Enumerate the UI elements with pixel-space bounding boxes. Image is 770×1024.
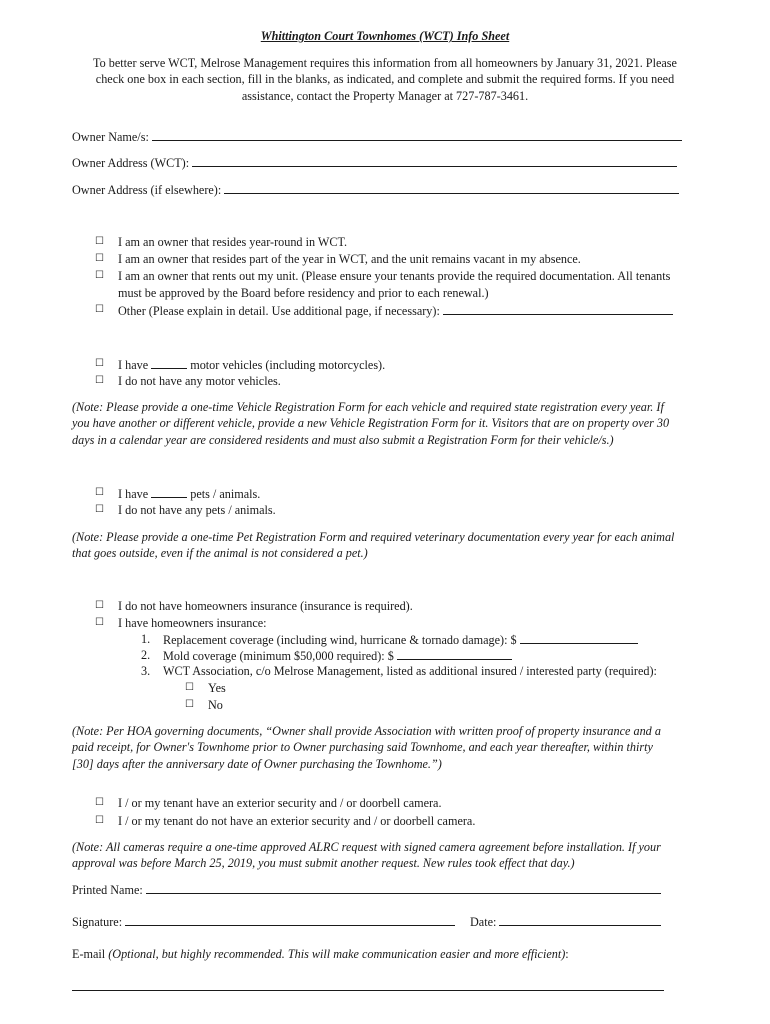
residency-option-3: I am an owner that rents out my unit. (Please ensure your tenants provide the required documentation. All tenants bbox=[118, 269, 671, 283]
email-label: E-mail bbox=[72, 947, 106, 961]
insurance-none: I do not have homeowners insurance (insurance is required). bbox=[118, 599, 413, 613]
date-row bbox=[470, 913, 661, 930]
residency-option-1: I am an owner that resides year-round in WCT. bbox=[118, 235, 348, 249]
printed-name-row bbox=[72, 881, 661, 898]
insured-party-checkbox-no[interactable]: ☐ bbox=[185, 699, 194, 710]
intro-line-1: To better serve WCT, Melrose Management requires this information from all homeowners by January 31, 2021. Please bbox=[93, 56, 677, 70]
date-field[interactable] bbox=[499, 913, 661, 926]
owner-address-else-row bbox=[72, 181, 679, 198]
email-line-row bbox=[72, 978, 664, 995]
date-label: Date: bbox=[470, 915, 497, 929]
vehicles-note-line-3: days in a calendar year are considered residents and must also submit a Registration Form for their vehicle/s.) bbox=[72, 433, 614, 447]
owner-names-row bbox=[72, 128, 682, 145]
insurance-note-line-3: [30] days after the anniversary date of Owner purchasing the Townhome.”) bbox=[72, 757, 442, 771]
residency-option-4-row bbox=[118, 302, 673, 319]
camera-have: I / or my tenant have an exterior security and / or doorbell camera. bbox=[118, 796, 442, 810]
vehicles-note-line-2: you have another or different vehicle, provide a new Vehicle Registration Form for it. Visitors that are on property over 30 bbox=[72, 416, 670, 430]
owner-names-label: Owner Name/s: bbox=[72, 130, 149, 144]
insurance-item-1: Replacement coverage (including wind, hurricane & tornado damage): $ bbox=[163, 633, 517, 647]
camera-checkbox-have[interactable]: ☐ bbox=[95, 797, 104, 808]
insurance-item-2: Mold coverage (minimum $50,000 required): $ bbox=[163, 649, 394, 663]
signature-row bbox=[72, 913, 455, 930]
residency-option-3-cont: must be approved by the Board before residency and prior to each renewal.) bbox=[118, 286, 489, 300]
insurance-checkbox-have[interactable]: ☐ bbox=[95, 617, 104, 628]
insurance-have: I have homeowners insurance: bbox=[118, 616, 267, 630]
residency-option-2: I am an owner that resides part of the year in WCT, and the unit remains vacant in my absence. bbox=[118, 252, 581, 266]
signature-label: Signature: bbox=[72, 915, 123, 929]
vehicles-have-post: motor vehicles (including motorcycles). bbox=[190, 358, 386, 372]
intro-line-2: check one box in each section, fill in the blanks, as indicated, and complete and submit the required forms. If you need bbox=[95, 72, 675, 86]
residency-other-field[interactable] bbox=[443, 302, 673, 315]
insurance-item-2-num: 2. bbox=[141, 648, 151, 662]
owner-address-wct-field[interactable] bbox=[192, 154, 677, 167]
printed-name-field[interactable] bbox=[146, 881, 661, 894]
page-title: Whittington Court Townhomes (WCT) Info Sheet bbox=[260, 29, 510, 43]
insurance-item-2-row bbox=[163, 647, 512, 664]
owner-names-field[interactable] bbox=[152, 128, 682, 141]
insurance-checkbox-none[interactable]: ☐ bbox=[95, 600, 104, 611]
owner-address-wct-row bbox=[72, 154, 677, 171]
vehicles-have-pre: I have bbox=[118, 358, 149, 372]
vehicles-note-line-1: (Note: Please provide a one-time Vehicle Registration Form for each vehicle and required state registration every year. If bbox=[72, 400, 664, 414]
printed-name-label: Printed Name: bbox=[72, 883, 143, 897]
owner-address-else-field[interactable] bbox=[224, 181, 679, 194]
camera-checkbox-none[interactable]: ☐ bbox=[95, 815, 104, 826]
pets-checkbox-none[interactable]: ☐ bbox=[95, 504, 104, 515]
replacement-coverage-field[interactable] bbox=[520, 631, 638, 644]
vehicles-have-row bbox=[118, 356, 385, 373]
camera-note-line-1: (Note: All cameras require a one-time approved ALRC request with signed camera agreement before installation. If your bbox=[72, 840, 661, 854]
pets-checkbox-have[interactable]: ☐ bbox=[95, 487, 104, 498]
email-field[interactable] bbox=[72, 978, 664, 991]
insured-party-yes: Yes bbox=[208, 681, 226, 695]
vehicles-checkbox-none[interactable]: ☐ bbox=[95, 375, 104, 386]
vehicle-count-field[interactable] bbox=[151, 356, 187, 369]
owner-address-else-label: Owner Address (if elsewhere): bbox=[72, 183, 222, 197]
residency-checkbox-1[interactable]: ☐ bbox=[95, 236, 104, 247]
email-colon: : bbox=[565, 947, 569, 961]
pets-note-line-2: that goes outside, even if the animal is not considered a pet.) bbox=[72, 546, 368, 560]
pets-have-row bbox=[118, 485, 260, 502]
insurance-item-1-row bbox=[163, 631, 638, 648]
signature-field[interactable] bbox=[125, 913, 455, 926]
pets-have-post: pets / animals. bbox=[190, 487, 261, 501]
vehicles-checkbox-have[interactable]: ☐ bbox=[95, 358, 104, 369]
insurance-item-3-num: 3. bbox=[141, 664, 151, 678]
residency-checkbox-4[interactable]: ☐ bbox=[95, 304, 104, 315]
pet-count-field[interactable] bbox=[151, 485, 187, 498]
insured-party-checkbox-yes[interactable]: ☐ bbox=[185, 682, 194, 693]
vehicles-none: I do not have any motor vehicles. bbox=[118, 374, 281, 388]
insurance-item-1-num: 1. bbox=[141, 632, 151, 646]
insurance-item-3: WCT Association, c/o Melrose Management, listed as additional insured / interested party (required): bbox=[163, 664, 657, 678]
email-row bbox=[72, 946, 569, 962]
camera-note-line-2: approval was before March 25, 2019, you must submit another request. New rules took effect that day.) bbox=[72, 856, 575, 870]
owner-address-wct-label: Owner Address (WCT): bbox=[72, 156, 190, 170]
email-note: (Optional, but highly recommended. This will make communication easier and more efficient) bbox=[108, 947, 566, 961]
mold-coverage-field[interactable] bbox=[397, 647, 512, 660]
camera-none: I / or my tenant do not have an exterior security and / or doorbell camera. bbox=[118, 814, 476, 828]
insurance-note-line-2: paid receipt, for Owner's Townhome prior to Owner purchasing said Townhome, and each year thereafter, within thirty bbox=[72, 740, 653, 754]
intro-line-3: assistance, contact the Property Manager at 727-787-3461. bbox=[241, 89, 529, 103]
pets-none: I do not have any pets / animals. bbox=[118, 503, 276, 517]
residency-checkbox-2[interactable]: ☐ bbox=[95, 253, 104, 264]
residency-checkbox-3[interactable]: ☐ bbox=[95, 270, 104, 281]
insured-party-no: No bbox=[208, 698, 223, 712]
pets-have-pre: I have bbox=[118, 487, 149, 501]
pets-note-line-1: (Note: Please provide a one-time Pet Registration Form and required veterinary documentation every year for each animal bbox=[72, 530, 675, 544]
residency-option-4: Other (Please explain in detail. Use additional page, if necessary): bbox=[118, 304, 440, 318]
insurance-note-line-1: (Note: Per HOA governing documents, “Owner shall provide Association with written proof of property insurance and a bbox=[72, 724, 661, 738]
